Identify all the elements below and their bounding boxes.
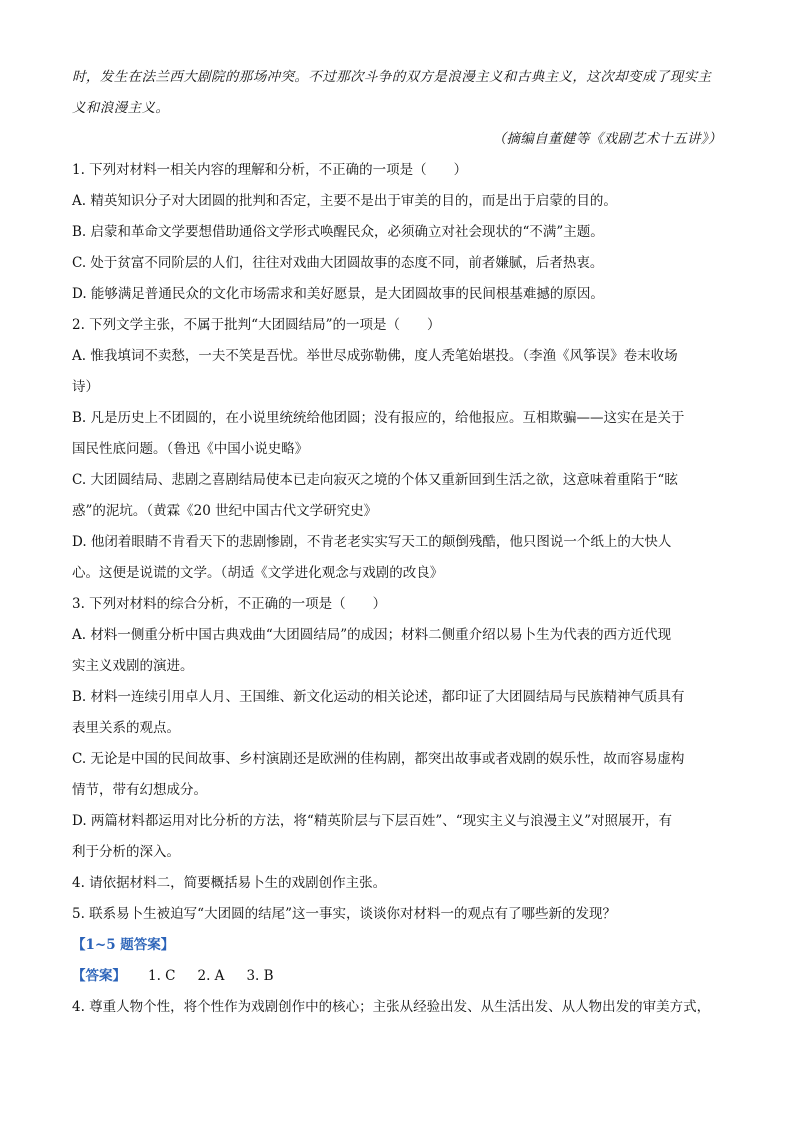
- option-d: D. 他闭着眼睛不肯看天下的悲剧惨剧，不肯老老实实写天工的颠倒残酷，他只图说一个纸上的大快人: [72, 534, 672, 550]
- option-c: C. 无论是中国的民间故事、乡村演剧还是欧洲的佳构剧，都突出故事或者戏剧的娱乐性，故而容易虚构: [72, 751, 685, 767]
- option-c-continued: 惑”的泥坑。（黄霖《20 世纪中国古代文学研究史》: [72, 503, 378, 519]
- option-c: C. 处于贫富不同阶层的人们，往往对戏曲大团圆故事的态度不同，前者嫌腻，后者热衷。: [72, 255, 604, 271]
- question-stem: 2. 下列文学主张，不属于批判“大团圆结局”的一项是（ ）: [72, 317, 441, 333]
- answer-4-text: 4. 尊重人物个性，将个性作为戏剧创作中的核心；主张从经验出发、从生活出发、从人物出发的审美方式，: [72, 999, 711, 1015]
- option-d: D. 能够满足普通民众的文化市场需求和美好愿景，是大团圆故事的民间根基难撼的原因。: [72, 286, 604, 302]
- option-a: A. 惟我填词不卖愁，一夫不笑是吾忧。举世尽成弥勒佛，度人秃笔始堪投。（李渔《风筝误》卷末收场: [72, 348, 678, 364]
- option-b: B. 启蒙和革命文学要想借助通俗文学形式唤醒民众，必须确立对社会现状的“不满”主题。: [72, 224, 604, 240]
- option-a: A. 材料一侧重分析中国古典戏曲“大团圆结局”的成因；材料二侧重介绍以易卜生为代表的西方近代现: [72, 627, 672, 643]
- option-a-continued: 诗）: [72, 379, 99, 395]
- option-b-continued: 国民性底问题。（鲁迅《中国小说史略》: [72, 441, 309, 457]
- option-c: C. 大团圆结局、悲剧之喜剧结局使本已走向寂灭之境的个体又重新回到生活之欲，这意味着重陷于“眩: [72, 472, 678, 488]
- question-stem: 3. 下列对材料的综合分析，不正确的一项是（ ）: [72, 596, 387, 612]
- question-1: [72, 155, 722, 310]
- answer-item-2: 2. A: [197, 968, 225, 984]
- option-d: D. 两篇材料都运用对比分析的方法，将“精英阶层与下层百姓”、“现实主义与浪漫主义”对照展开，有: [72, 813, 673, 829]
- intro-line: 义和浪漫主义。: [72, 100, 170, 116]
- question-stem: 1. 下列对材料一相关内容的理解和分析，不正确的一项是（ ）: [72, 162, 468, 178]
- question-stem: 5. 联系易卜生被迫写“大团圆的结尾”这一事实，谈谈你对材料一的观点有了哪些新的发现？: [72, 906, 616, 922]
- option-b-continued: 表里关系的观点。: [72, 720, 180, 736]
- intro-paragraph: [72, 62, 722, 155]
- question-3: [72, 589, 722, 868]
- answer-row: [72, 961, 722, 992]
- option-a-continued: 实主义戏剧的演进。: [72, 658, 194, 674]
- question-stem: 4. 请依据材料二，简要概括易卜生的戏剧创作主张。: [72, 875, 387, 891]
- answer-item-1: 1. C: [148, 968, 176, 984]
- answer-label: 【答案】: [72, 968, 126, 984]
- option-b: B. 凡是历史上不团圆的，在小说里统统给他团圆；没有报应的，给他报应。互相欺骗——这实在是关于: [72, 410, 685, 426]
- option-b: B. 材料一连续引用卓人月、王国维、新文化运动的相关论述，都印证了大团圆结局与民族精神气质具有: [72, 689, 685, 705]
- question-2: [72, 310, 722, 589]
- answer-item-3: 3. B: [246, 968, 274, 984]
- option-a: A. 精英知识分子对大团圆的批判和否定，主要不是出于审美的目的，而是出于启蒙的目的。: [72, 193, 617, 209]
- answer-section: [72, 930, 722, 1023]
- document-page: [72, 62, 722, 1023]
- question-5: [72, 899, 722, 930]
- source-citation: （摘编自董健等《戏剧艺术十五讲》）: [492, 131, 722, 147]
- question-4: [72, 868, 722, 899]
- option-d-continued: 利于分析的深入。: [72, 844, 180, 860]
- option-c-continued: 情节，带有幻想成分。: [72, 782, 207, 798]
- option-d-continued: 心。这便是说谎的文学。（胡适《文学进化观念与戏剧的改良》: [72, 565, 444, 581]
- intro-line: 时，发生在法兰西大剧院的那场冲突。不过那次斗争的双方是浪漫主义和古典主义，这次却变成了现实主: [72, 69, 712, 85]
- answer-section-title: 【1~5 题答案】: [72, 937, 175, 953]
